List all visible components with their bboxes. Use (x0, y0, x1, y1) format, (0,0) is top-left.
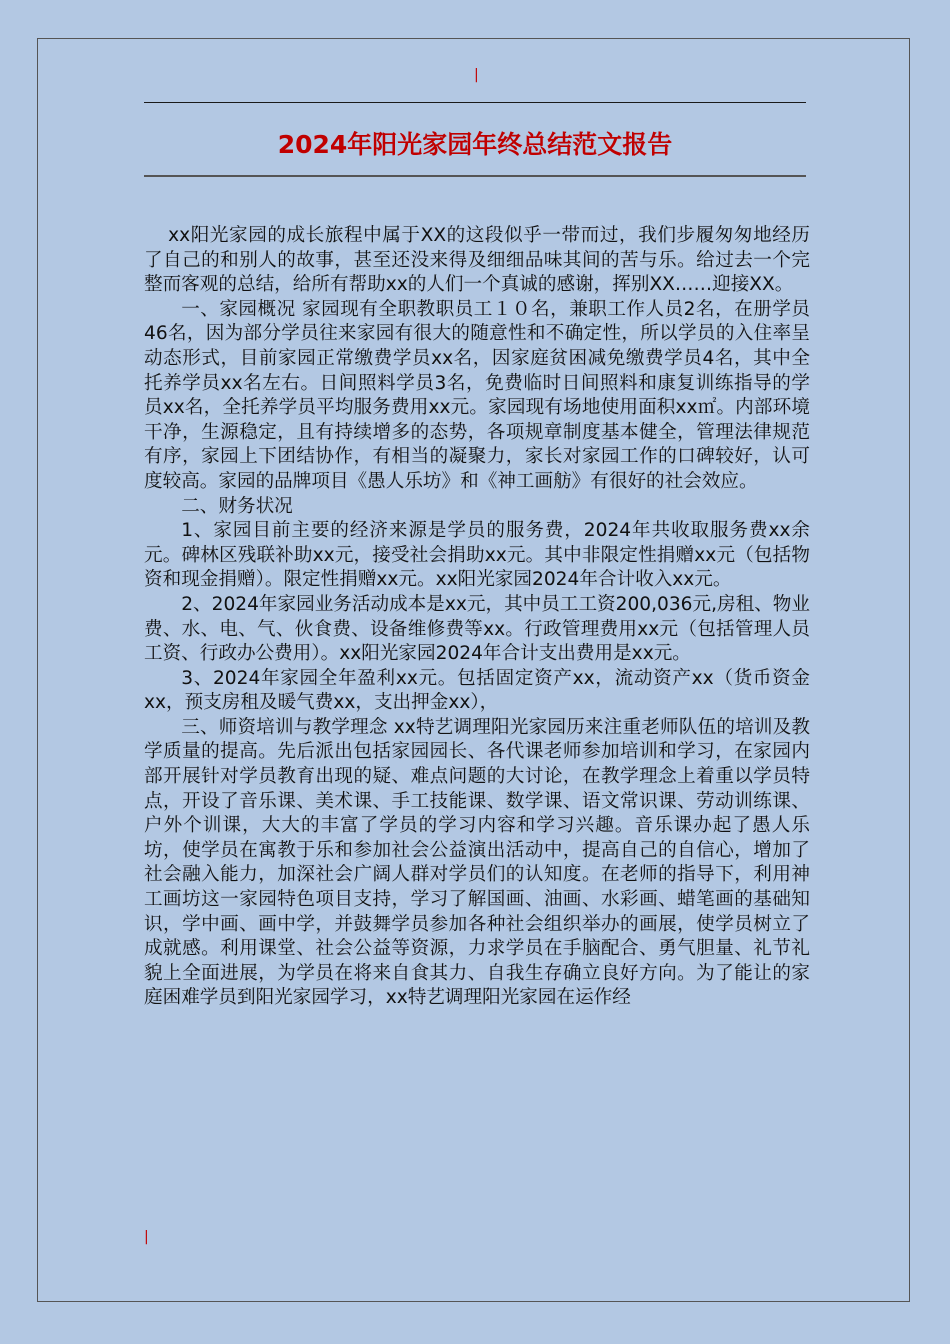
paragraph-finance-3: 3、2024年家园全年盈利xx元。包括固定资产xx，流动资产xx（货币资金xx，预支房租及暖气费xx，支出押金xx）， (144, 667, 810, 714)
paragraph-training: 三、师资培训与教学理念 xx特艺调理阳光家园历来注重老师队伍的培训及教学质量的提高。先后派出包括家园园长、各代课老师参加培训和学习，在家园内部开展针对学员教育出现的疑、难点问题的大讨论，在教学理念上着重以学员特点，开设了音乐课、美术课、手工技能课、数学课、语文常识课、劳动训练课、户外个训课，大大的丰富了学员的学习内容和学习兴趣。音乐课办起了愚人乐坊，使学员在寓教于乐和参加社会公益演出活动中，提高自己的自信心，增加了社会融入能力，加深社会广阔人群对学员们的认知度。在老师的指导下，利用神工画坊这一家园特色项目支持，学习了解国画、油画、水彩画、蜡笔画的基础知识，学中画、画中学，并鼓舞学员参加各种社会组织举办的画展，使学员树立了成就感。利用课堂、社会公益等资源，力求学员在手脑配合、勇气胆量、礼节礼貌上全面进展，为学员在将来自食其力、自我生存确立良好方向。为了能让的家庭困难学员到阳光家园学习，xx特艺调理阳光家园在运作经 (144, 716, 810, 1009)
paragraph-intro: xx阳光家园的成长旅程中属于XX的这段似乎一带而过，我们步履匆匆地经历了自己的和别人的故事，甚至还没来得及细细品味其间的苦与乐。给过去一个完整而客观的总结，给所有帮助xx的人们一个真诚的感谢，挥别XX……迎接XX。 (144, 225, 810, 296)
paragraph-overview: 一、家园概况 家园现有全职教职员工１０名，兼职工作人员2名，在册学员46名，因为部分学员往来家园有很大的随意性和不确定性，所以学员的入住率呈动态形式，目前家园正常缴费学员xx名，因家庭贫困减免缴费学员4名，其中全托养学员xx名左右。日间照料学员3名，免费临时日间照料和康复训练指导的学员xx名，全托养学员平均服务费用xx元。家园现有场地使用面积xx㎡。内部环境干净，生源稳定，且有持续增多的态势，各项规章制度基本健全，管理法律规范有序，家园上下团结协作，有相当的凝聚力，家长对家园工作的口碑较好，认可度较高。家园的品牌项目《愚人乐坊》和《神工画舫》有很好的社会效应。 (144, 298, 810, 492)
header-mark: | (474, 67, 479, 83)
footer-mark: | (144, 1229, 149, 1245)
paragraph-finance-1: 1、家园目前主要的经济来源是学员的服务费，2024年共收取服务费xx余元。碑林区残联补助xx元，接受社会捐助xx元。其中非限定性捐赠xx元（包括物资和现金捐赠）。限定性捐赠xx元。xx阳光家园2024年合计收入xx元。 (144, 520, 810, 591)
document-title: 2024年阳光家园年终总结范文报告 (277, 130, 673, 159)
document-body (144, 224, 810, 1011)
header-rule (144, 102, 806, 103)
title-rule (144, 175, 806, 177)
paragraph-finance-2: 2、2024年家园业务活动成本是xx元，其中员工工资200,036元,房租、物业费、水、电、气、伙食费、设备维修费等xx。行政管理费用xx元（包括管理人员工资、行政办公费用）。xx阳光家园2024年合计支出费用是xx元。 (144, 593, 810, 665)
paragraph-finance-heading: 二、财务状况 (181, 495, 293, 517)
